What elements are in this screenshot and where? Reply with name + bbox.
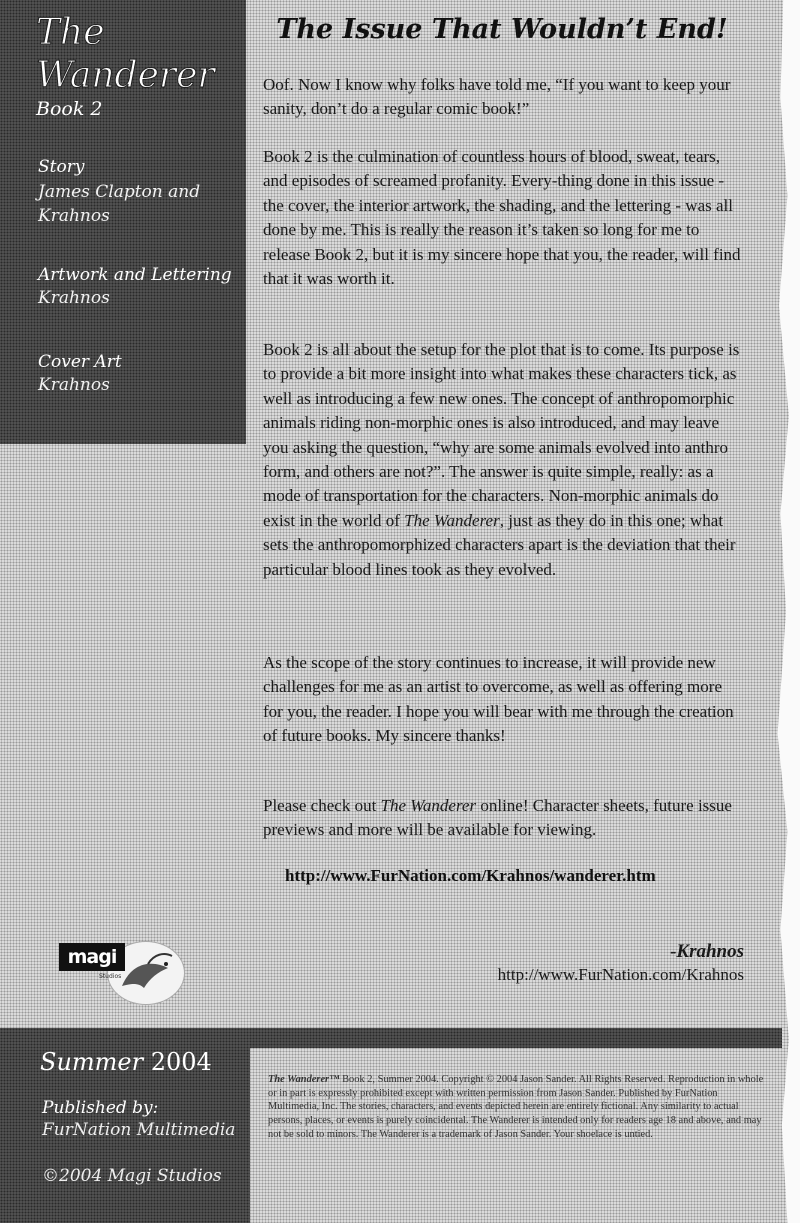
comic-title-wanderer: Wanderer <box>36 55 215 96</box>
legal-text: Book 2, Summer 2004. Copyright © 2004 Jason Sander. All Rights Reserved. Reproduction in whole or in part is expressly prohibited except with written permission from Jason Sander. Published by FurNation Multimedia, Inc. The stories, characters, and events depicted herein are entirely fictional. Any similarity to actual persons, places, or events is purely coincidental. The Wanderer is intended only for readers age 18 and above, and may not be sold to minors. The Wanderer is a trademark of Jason Sander. Your shoelace is untied. <box>268 1074 764 1140</box>
book-number: Book 2 <box>36 98 103 120</box>
comic-title-the: The <box>36 12 105 53</box>
author-url: http://www.FurNation.com/Krahnos <box>497 965 744 984</box>
studio-copyright: ©2004 Magi Studios <box>42 1166 222 1186</box>
magi-logo-text: magi <box>59 943 125 971</box>
footer-panel <box>0 1028 250 1223</box>
season-word: Summer <box>40 1048 144 1076</box>
story-credit-value: James Clapton and Krahnos <box>38 182 201 226</box>
author-signature: -Krahnos <box>670 941 744 962</box>
credits-panel <box>0 0 246 444</box>
published-by-label: Published by: <box>42 1098 159 1118</box>
season-year: 2004 <box>150 1048 212 1076</box>
paragraph-3-title-ref: The Wanderer <box>404 510 500 530</box>
paragraph-5-title-ref: The Wanderer <box>380 796 477 815</box>
paragraph-2: Book 2 is the culmination of countless hours of blood, sweat, tears, and episodes of screamed profanity. Every-thing done in this issue - the cover, the interior artwork, the shading, and the lettering - was all done by me. This is really the reason it’s taken so long for me to release Book 2, but it is my sincere hope that you, the reader, will find that it was worth it. <box>263 147 741 289</box>
paragraph-3 <box>263 338 745 582</box>
publisher-name: FurNation Multimedia <box>42 1120 236 1140</box>
paragraph-4: As the scope of the story continues to increase, it will provide new challenges for me as an artist to overcome, as well as offering more for you, the reader. I hope you will bear with me through the creation of future books. My sincere thanks! <box>263 653 734 746</box>
cover-art-credit-value: Krahnos <box>38 375 110 395</box>
story-credit-label: Story <box>38 157 85 177</box>
publication-season <box>40 1048 212 1076</box>
legal-notice <box>268 1073 764 1142</box>
artwork-credit-value: Krahnos <box>38 288 110 308</box>
legal-title: The Wanderer™ <box>268 1074 340 1085</box>
paragraph-3-part-a: Book 2 is all about the setup for the plot that is to come. Its purpose is to provide a bit more insight into what makes these characters tick, as well as introducing a few new ones. The concept of anthropomorphic animals riding non-morphic ones is also introduced, and may leave you asking the question, “why are some animals evolved into anthro form, and others are not?”. The answer is quite simple, really: as a mode of transportation for the characters. Non-morphic animals do exist in the world of <box>263 340 740 530</box>
artwork-credit-label: Artwork and Lettering <box>38 265 232 285</box>
paragraph-5-part-a: Please check out <box>263 796 381 815</box>
paragraph-5-part-b: online! Character sheets, future issue previews and more will be available for viewing. <box>263 796 732 840</box>
wanderer-site-url: http://www.FurNation.com/Krahnos/wanderer.htm <box>285 866 656 885</box>
studios-logo-subtext: Studios <box>99 973 122 980</box>
magi-studios-logo <box>55 937 185 1007</box>
paragraph-5 <box>263 794 745 843</box>
article-title: The Issue That Wouldn’t End! <box>276 14 728 45</box>
cover-art-credit-label: Cover Art <box>38 352 122 372</box>
paragraph-3-part-b: , just as they do in this one; what sets the anthropomorphized characters apart is the deviation that their particular blood lines took as they evolved. <box>263 510 736 579</box>
paragraph-1: Oof. Now I know why folks have told me, “If you want to keep your sanity, don’t do a regular comic book!” <box>263 75 731 119</box>
